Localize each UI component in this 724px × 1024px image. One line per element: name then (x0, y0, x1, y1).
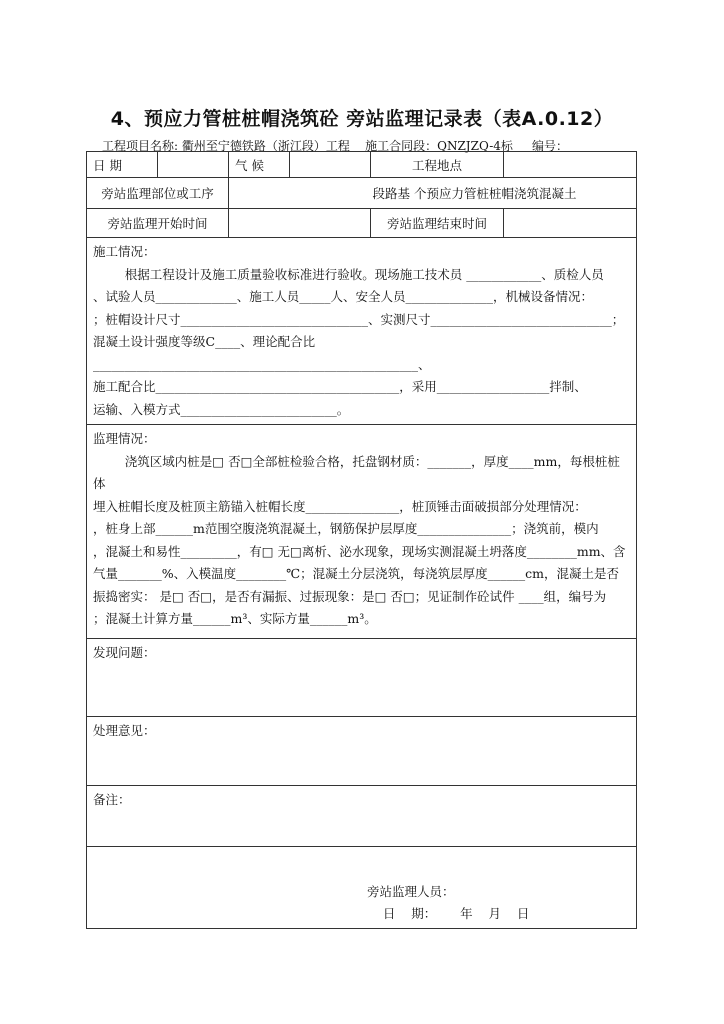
supervision-label: 监理情况： (93, 431, 156, 446)
construction-line: 、试验人员_____________、施工人员_____人、安全人员______________，机械设备情况： (93, 289, 594, 304)
opinion-label: 处理意见： (93, 723, 156, 738)
supervisor-label: 旁站监理人员： (367, 884, 455, 899)
supervision-line: 振捣密实： 是□ 否□，是否有漏振、过振现象：是□ 否□；见证制作砼试件 ____组，编号为 (93, 588, 607, 604)
construction-line: 施工配合比_______________________________________，采用__________________拌制、 (93, 379, 587, 394)
signature-section[interactable] (87, 847, 637, 929)
supervision-line: ；混凝土计算方量______m³、实际方量______m³。 (93, 611, 377, 626)
construction-line: 混凝土设计强度等级C____、理论配合比____________________________________________________、 (93, 334, 431, 372)
weather-label: 气 候 (229, 152, 290, 178)
end-time-label: 旁站监理结束时间 (371, 209, 504, 238)
supervision-line: ，桩身上部______m范围空腹浇筑混凝土，钢筋保护层厚度_______________；浇筑前，模内 (93, 521, 599, 536)
construction-line: 运输、入模方式_________________________。 (93, 401, 350, 417)
date-label: 日 期 (87, 152, 158, 178)
weather-field[interactable] (290, 152, 371, 178)
end-time-field[interactable] (504, 209, 637, 238)
location-field[interactable] (504, 152, 637, 178)
start-time-field[interactable] (229, 209, 371, 238)
construction-line: ；桩帽设计尺寸______________________________、实测尺寸_____________________________； (93, 311, 625, 327)
supervision-line: 气量_______%、入模温度________℃；混凝土分层浇筑，每浇筑层厚度______cm，混凝土是否 (93, 566, 619, 581)
header-line: 工程项目名称: 衢州至宁德铁路（浙江段）工程 施工合同段：QNZJZQ-4标 编号： (102, 139, 568, 153)
position-label: 旁站监理部位或工序 (87, 178, 229, 209)
position-value[interactable]: 段路基 个预应力管桩桩帽浇筑混凝土 (229, 178, 637, 209)
construction-label: 施工情况： (93, 244, 156, 259)
start-time-label: 旁站监理开始时间 (87, 209, 229, 238)
supervision-section[interactable] (87, 425, 637, 639)
remarks-section[interactable] (87, 786, 637, 847)
document-title: 4、预应力管桩桩帽浇筑砼 旁站监理记录表（表A.0.12） (110, 108, 614, 130)
construction-section[interactable] (87, 238, 637, 425)
issues-section[interactable] (87, 639, 637, 717)
remarks-label: 备注： (93, 792, 131, 807)
issues-label: 发现问题： (93, 645, 156, 660)
sign-date-label: 日 期： 年 月 日 (367, 906, 530, 921)
supervision-line: ，混凝土和易性_________，有□ 无□离析、泌水现象，现场实测混凝土坍落度________mm、含 (93, 543, 626, 559)
supervision-line: 埋入桩帽长度及桩顶主筋锚入桩帽长度_______________，桩顶锤击面破损部分处理情况： (93, 498, 587, 514)
location-label: 工程地点 (371, 152, 504, 178)
construction-line: 根据工程设计及施工质量验收标准进行验收。现场施工技术员 ____________、质检人员 (93, 266, 604, 282)
supervision-line: 浇筑区域内桩是□ 否□全部桩检验合格，托盘钢材质：_______，厚度____mm，每根桩桩体 (93, 453, 620, 491)
record-table (86, 151, 637, 929)
opinion-section[interactable] (87, 717, 637, 786)
date-field[interactable] (158, 152, 229, 178)
